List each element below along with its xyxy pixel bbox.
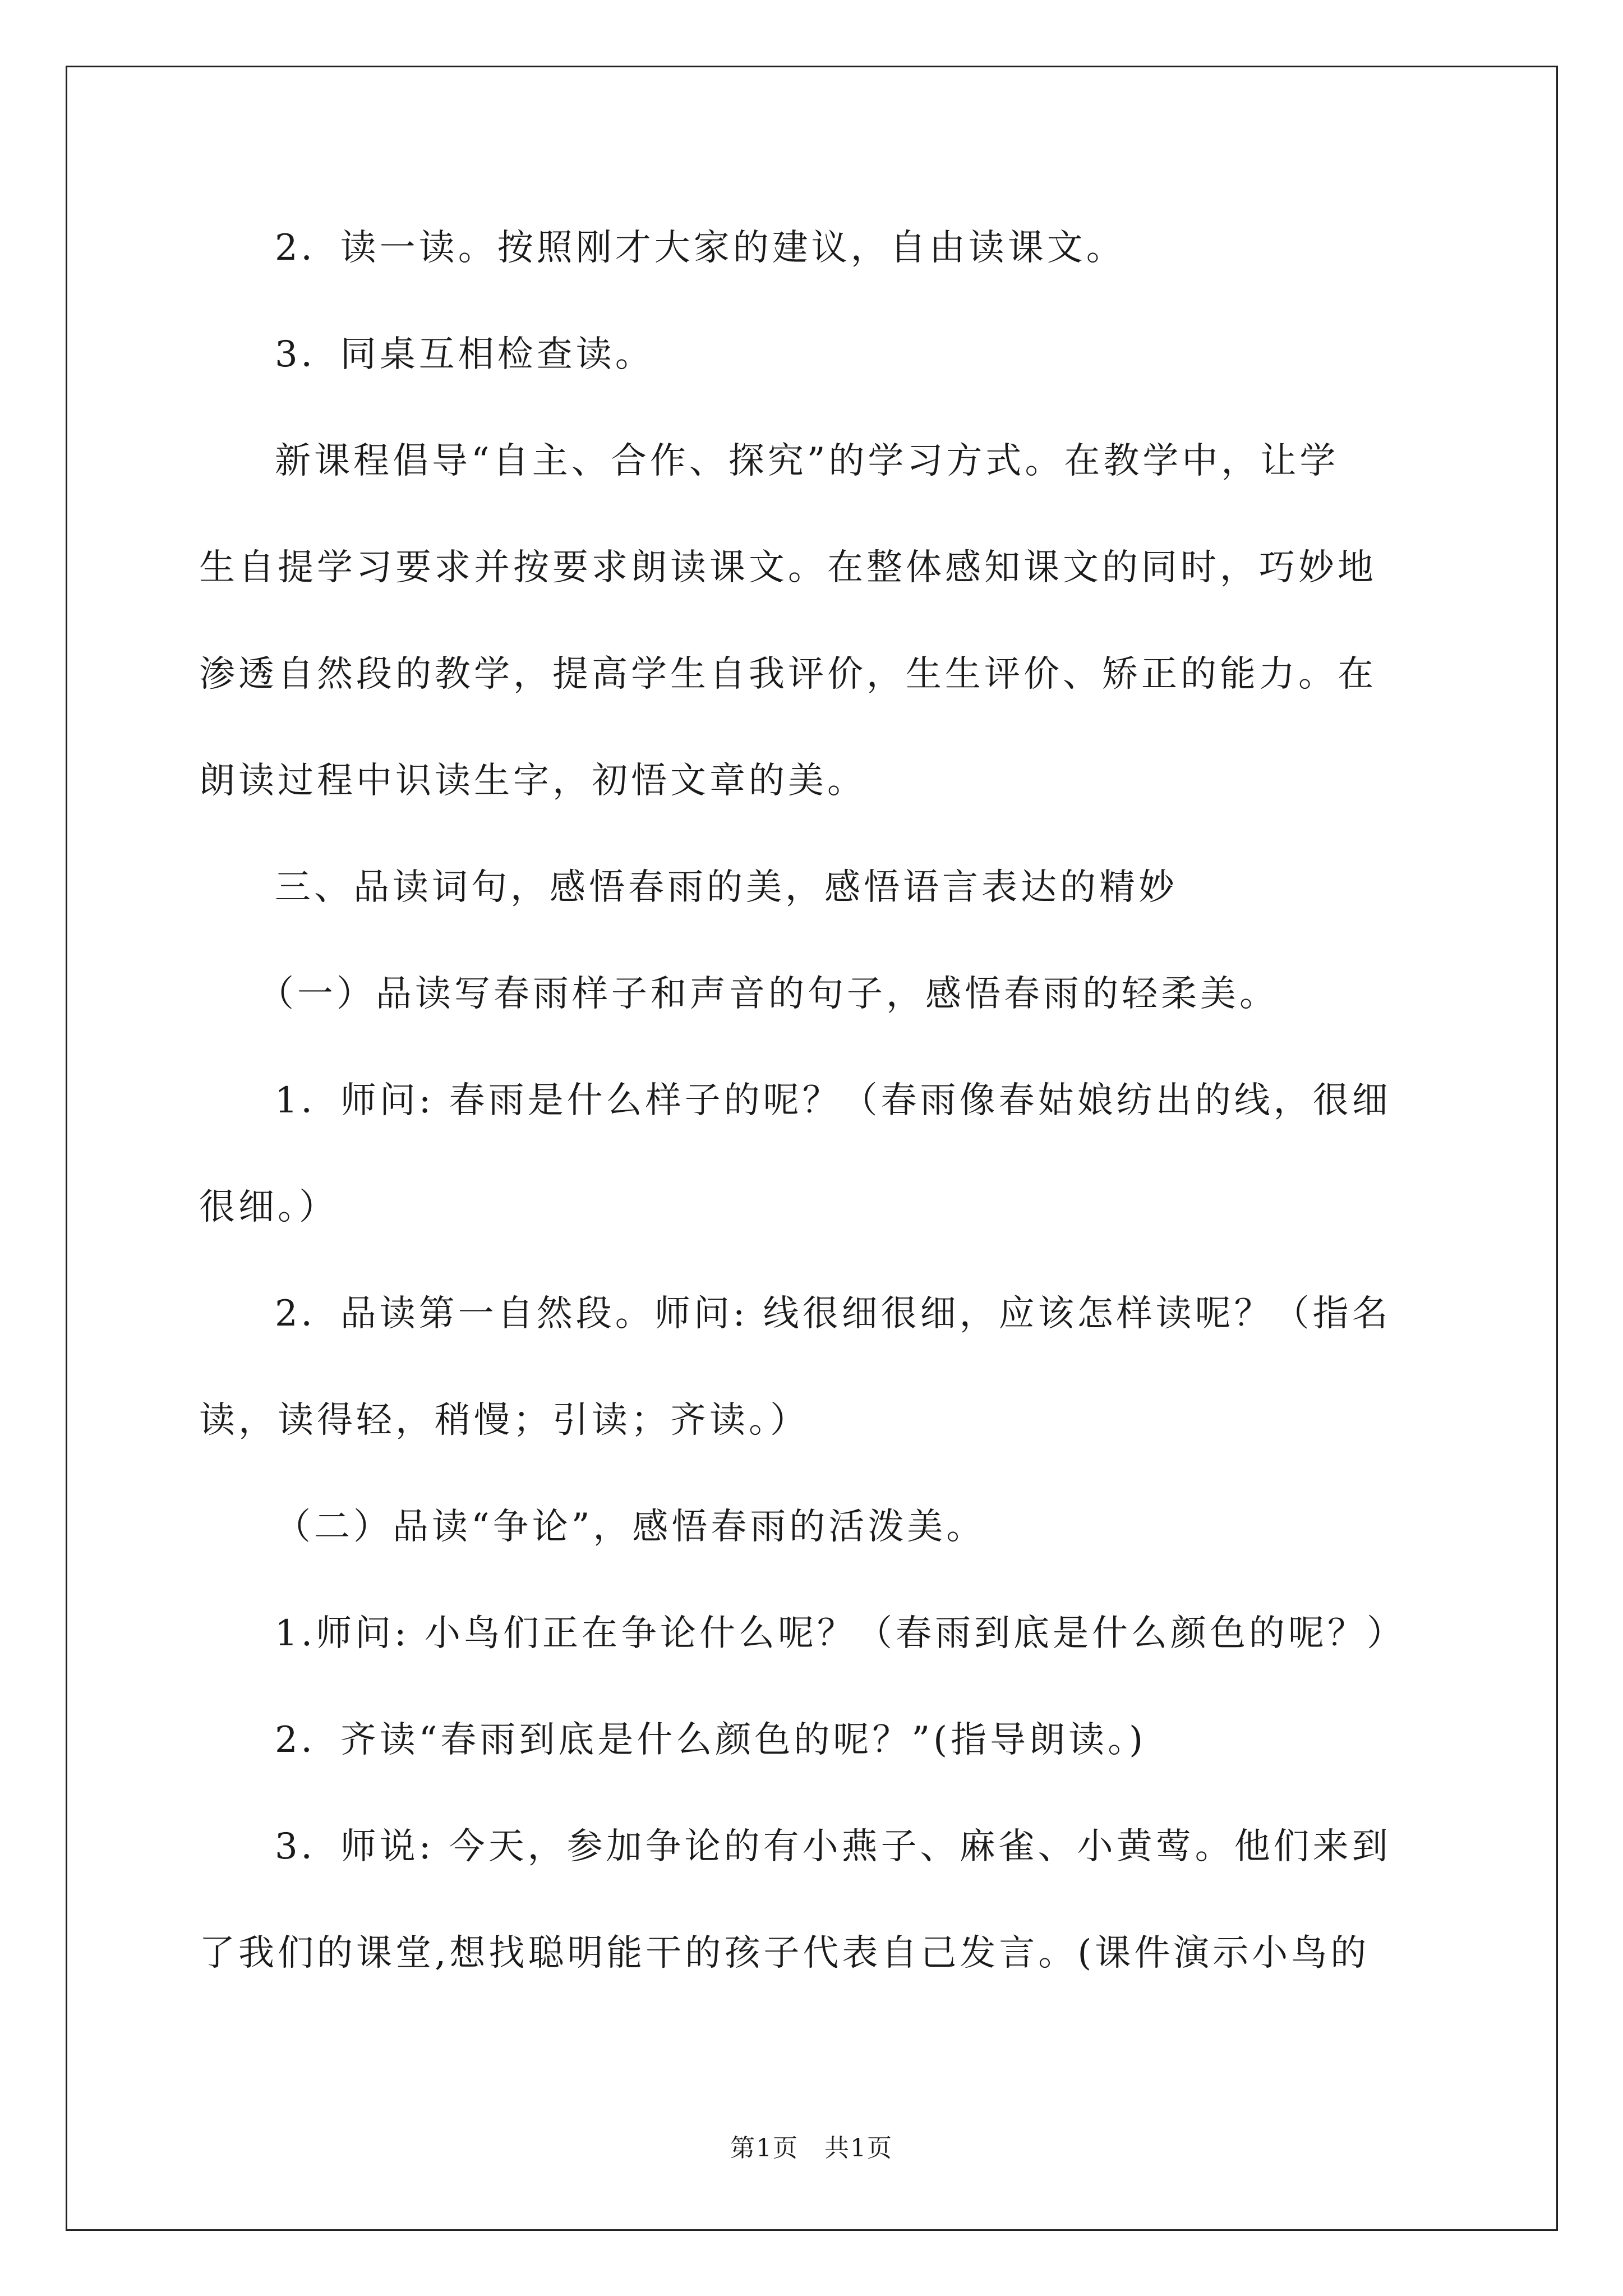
section-heading: 三、品读词句，感悟春雨的美，感悟语言表达的精妙 (275, 867, 1178, 908)
text-line: 渗透自然段的教学，提高学生自我评价，生生评价、矫正的能力。在 (199, 654, 1377, 695)
text-line: 1.师问: 小鸟们正在争论什么呢？（春雨到底是什么颜色的呢？） (275, 1613, 1406, 1654)
text-line: 新课程倡导“自主、合作、探究”的学习方式。在教学中，让学 (275, 440, 1339, 482)
text-line: 2．读一读。按照刚才大家的建议，自由读课文。 (275, 227, 1126, 269)
text-line: 生自提学习要求并按要求朗读课文。在整体感知课文的同时，巧妙地 (199, 547, 1377, 588)
subsection-heading: （一）品读写春雨样子和声音的句子，感悟春雨的轻柔美。 (258, 973, 1279, 1015)
text-line: 3．师说: 今天，参加争论的有小燕子、麻雀、小黄莺。他们来到 (275, 1826, 1391, 1867)
subsection-heading: （二）品读“争论”，感悟春雨的活泼美。 (275, 1506, 986, 1548)
text-line: 很细。） (199, 1186, 338, 1228)
text-line: 3．同桌互相检查读。 (275, 334, 654, 375)
text-line: 朗读过程中识读生字，初悟文章的美。 (199, 760, 866, 802)
text-line: 2．齐读“春雨到底是什么颜色的呢？”(指导朗读。) (275, 1719, 1147, 1761)
text-line: 了我们的课堂,想找聪明能干的孩子代表自己发言。(课件演示小鸟的 (199, 1932, 1370, 1974)
text-line: 读，读得轻，稍慢；引读；齐读。） (199, 1400, 809, 1441)
page-footer: 第1页 共1页 (730, 2134, 893, 2162)
text-line: 2．品读第一自然段。师问: 线很细很细，应该怎样读呢？（指名 (275, 1293, 1391, 1335)
text-line: 1．师问: 春雨是什么样子的呢？（春雨像春姑娘纺出的线，很细 (275, 1080, 1391, 1121)
page-border (66, 66, 1558, 2231)
